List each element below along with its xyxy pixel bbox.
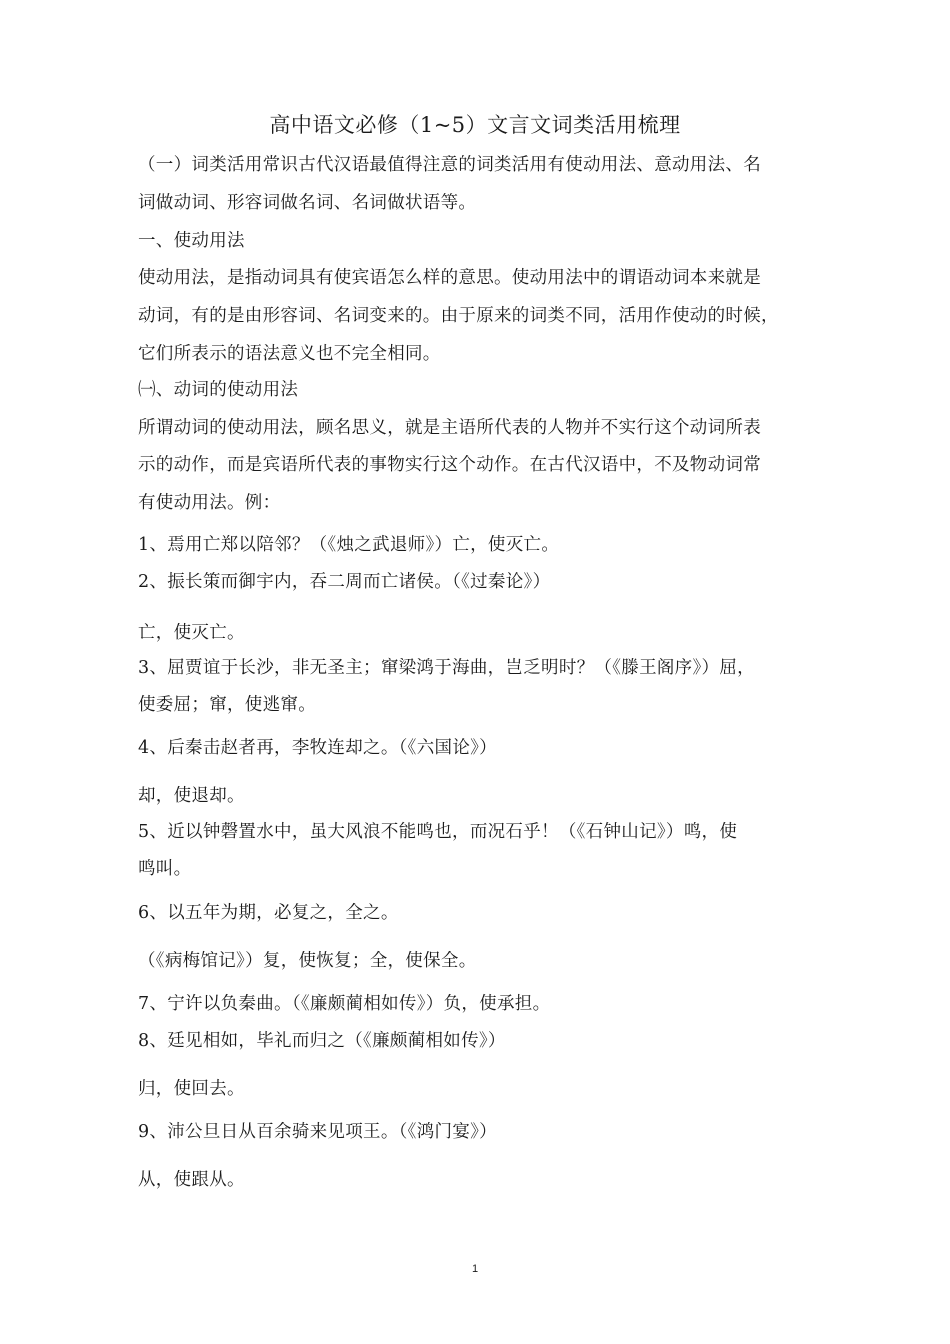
example-line: 2、振长策而御宇内，吞二周而亡诸侯。（《过秦论》） xyxy=(138,572,551,592)
page-number: 1 xyxy=(471,1263,479,1275)
subsection-heading: ㈠、动词的使动用法 xyxy=(138,380,299,400)
example-line: 6、以五年为期，必复之，全之。 xyxy=(138,903,399,923)
example-line: 7、宁许以负秦曲。（《廉颇蔺相如传》）负，使承担。 xyxy=(138,994,551,1014)
example-line: 5、近以钟磬置水中，虽大风浪不能鸣也，而况石乎！（《石钟山记》）鸣，使 xyxy=(138,822,738,842)
text-line: 从，使跟从。 xyxy=(138,1170,245,1190)
example-line: 3、屈贾谊于长沙，非无圣主；窜梁鸿于海曲，岂乏明时？（《滕王阁序》）屈， xyxy=(138,658,755,678)
document-title: 高中语文必修（1~5）文言文词类活用梳理 xyxy=(269,113,681,137)
text-line: 它们所表示的语法意义也不完全相同。 xyxy=(138,344,441,364)
example-line: 1、焉用亡郑以陪邻？（《烛之武退师》）亡，使灭亡。 xyxy=(138,535,560,555)
text-line: 却，使退却。 xyxy=(138,786,245,806)
text-line: 使委屈；窜，使逃窜。 xyxy=(138,695,316,715)
text-line: 归，使回去。 xyxy=(138,1079,245,1099)
text-line: 示的动作，而是宾语所代表的事物实行这个动作。在古代汉语中，不及物动词常 xyxy=(138,455,761,475)
example-line: 9、沛公旦日从百余骑来见项王。（《鸿门宴》） xyxy=(138,1122,497,1142)
text-line: 所谓动词的使动用法，顾名思义，就是主语所代表的人物并不实行这个动词所表 xyxy=(138,418,761,438)
example-line: 8、廷见相如，毕礼而归之（《廉颇蔺相如传》） xyxy=(138,1031,506,1051)
text-line: （《病梅馆记》）复，使恢复；全，使保全。 xyxy=(138,951,477,971)
text-line: 有使动用法。例： xyxy=(138,493,281,513)
text-line: （一）词类活用常识古代汉语最值得注意的词类活用有使动用法、意动用法、名 xyxy=(138,155,761,175)
text-line: 词做动词、形容词做名词、名词做状语等。 xyxy=(138,193,477,213)
section-heading: 一、使动用法 xyxy=(138,231,245,251)
text-line: 动词，有的是由形容词、名词变来的。由于原来的词类不同，活用作使动的时候， xyxy=(138,306,779,326)
text-line: 使动用法，是指动词具有使宾语怎么样的意思。使动用法中的谓语动词本来就是 xyxy=(138,268,761,288)
text-line: 亡，使灭亡。 xyxy=(138,623,245,643)
example-line: 4、后秦击赵者再，李牧连却之。（《六国论》） xyxy=(138,738,497,758)
text-line: 鸣叫。 xyxy=(138,859,192,879)
